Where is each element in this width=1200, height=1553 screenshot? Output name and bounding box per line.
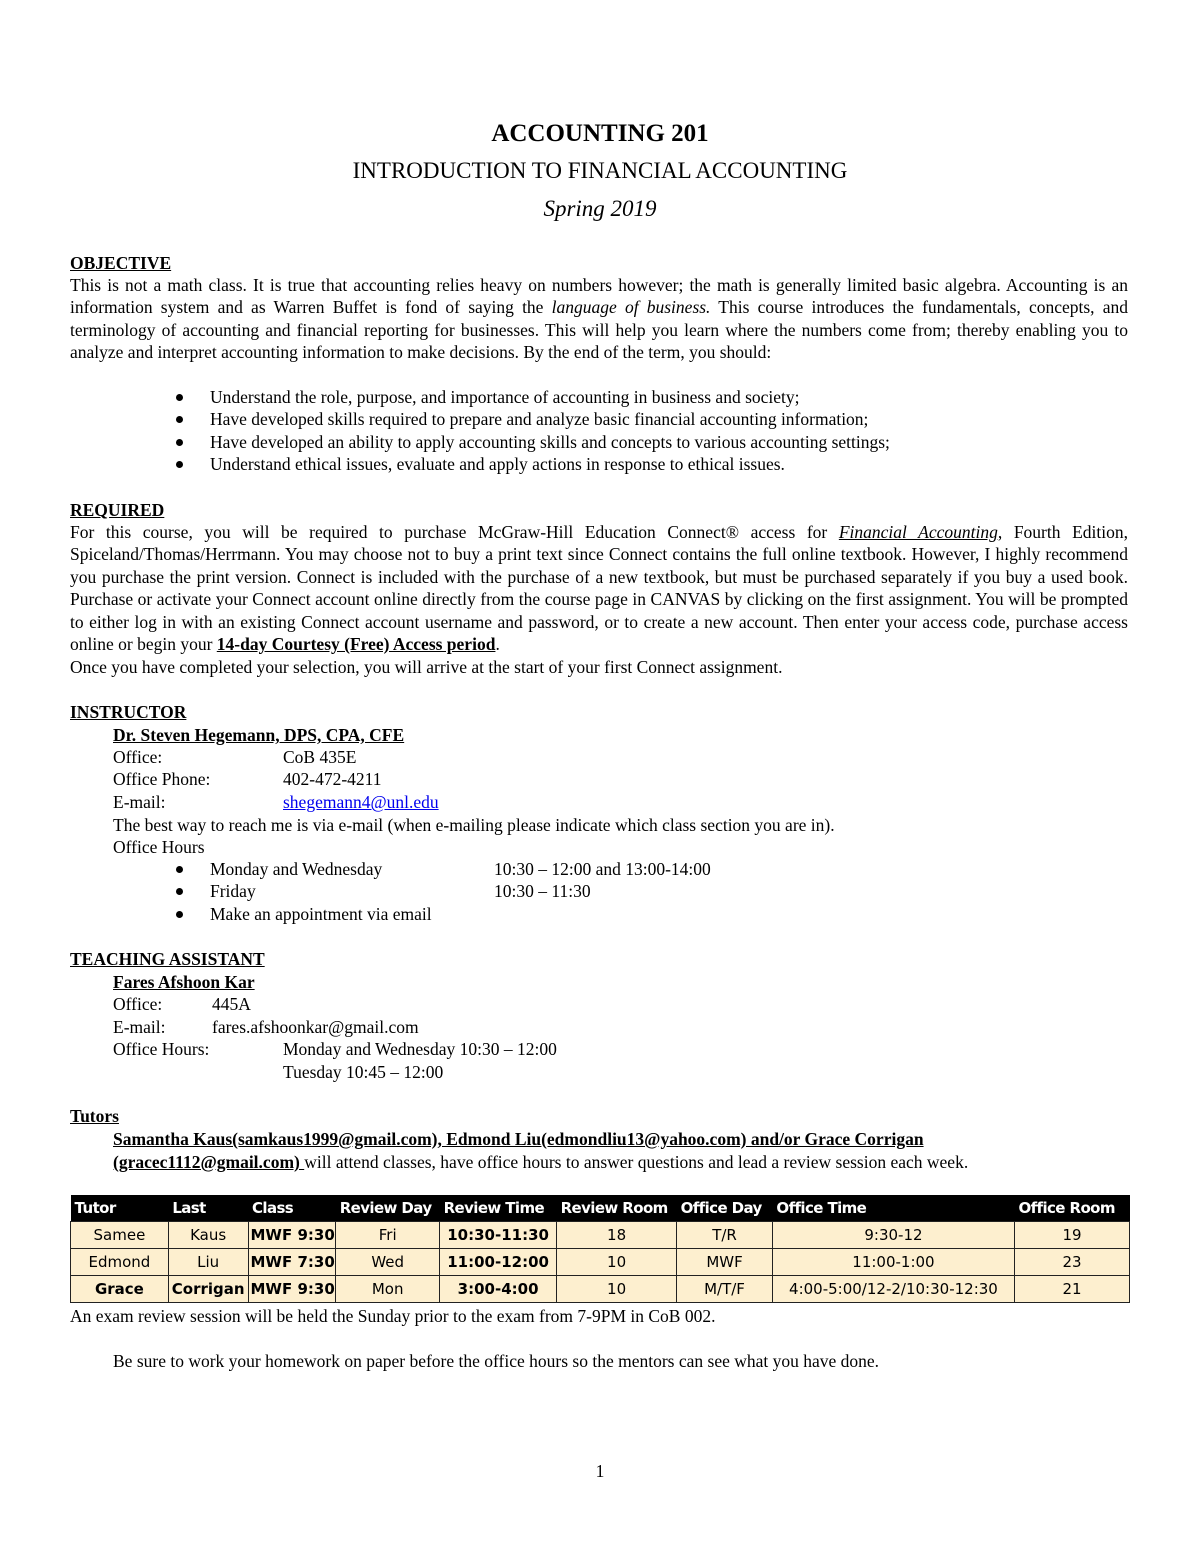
- col-header: Office Day: [677, 1195, 773, 1222]
- cell-office-time: 4:00-5:00/12-2/10:30-12:30: [772, 1276, 1014, 1303]
- course-code: ACCOUNTING 201: [491, 120, 709, 147]
- office-value: CoB 435E: [283, 747, 357, 767]
- objective-emphasis: language of business.: [551, 297, 711, 318]
- required-text-1: For this course, you will be required to purchase McGraw-Hill Education Connect® access for: [70, 522, 839, 542]
- courtesy-access-period: 14-day Courtesy (Free) Access period: [216, 634, 496, 655]
- cell-office-day: MWF: [677, 1249, 773, 1276]
- exam-review-note: An exam review session will be held the Sunday prior to the exam from 7-9PM in CoB 002.: [70, 1306, 716, 1326]
- cell-review-time: 11:00-12:00: [440, 1249, 557, 1276]
- hours-time: 10:30 – 11:30: [494, 881, 591, 902]
- list-item: Understand the role, purpose, and importance of accounting in business and society;: [170, 386, 890, 408]
- phone-value: 402-472-4211: [283, 769, 382, 789]
- objective-text-1: This is not a math class. It is true that accounting relies heavy on numbers however; the math is generally limited basic algebra. Accounting is an information system and as Warren Buffet is fond of saying the: [70, 275, 1128, 318]
- cell-office-day: T/R: [677, 1222, 773, 1249]
- office-label: Office:: [113, 747, 163, 767]
- cell-review-time: 3:00-4:00: [440, 1276, 557, 1303]
- list-item: Have developed skills required to prepare and analyze basic financial accounting information;: [170, 408, 890, 430]
- cell-office-time: 9:30-12: [772, 1222, 1014, 1249]
- required-text-2: , Fourth Edition, Spiceland/Thomas/Herrmann. You may choose not to buy a print text since Connect contains the full online textbook. However, I highly recommend you purchase the print version. Connect is included with the purchase of a new textbook, but must be purchased separately if you buy a used book. Purchase or activate your Connect account online directly from the course page in CANVAS by clicking on the first assignment. You will be prompted to either log in with an existing Connect account username and password, or to create a new account. Then enter your access code, purchase access online or begin your: [70, 522, 1128, 655]
- table-row: [71, 1276, 1130, 1303]
- ta-name: Fares Afshoon Kar: [113, 972, 255, 992]
- instructor-name: Dr. Steven Hegemann, DPS, CPA, CFE: [113, 725, 405, 745]
- hours-day: Friday: [210, 881, 256, 902]
- hours-day: Monday and Wednesday: [210, 859, 383, 879]
- col-header: Office Time: [772, 1195, 1014, 1222]
- cell-tutor: Edmond: [71, 1249, 169, 1276]
- cell-office-room: 19: [1014, 1222, 1129, 1249]
- col-header: Class: [248, 1195, 336, 1222]
- list-item: [170, 880, 591, 902]
- objective-list: [170, 386, 890, 476]
- cell-review-room: 10: [557, 1276, 677, 1303]
- required-text-3: .: [495, 634, 500, 655]
- cell-office-time: 11:00-1:00: [772, 1249, 1014, 1276]
- cell-office-room: 23: [1014, 1249, 1129, 1276]
- ta-email: fares.afshoonkar@gmail.com: [212, 1017, 419, 1037]
- cell-review-room: 10: [557, 1249, 677, 1276]
- email-label: E-mail:: [113, 792, 166, 812]
- cell-last: Corrigan: [168, 1276, 248, 1303]
- instructor-email-link[interactable]: shegemann4@unl.edu: [283, 792, 439, 812]
- list-item: [170, 903, 432, 925]
- cell-tutor: Grace: [71, 1276, 169, 1303]
- cell-office-room: 21: [1014, 1276, 1129, 1303]
- office-label: Office:: [113, 994, 163, 1014]
- table-row: [71, 1222, 1130, 1249]
- list-item: [170, 858, 711, 880]
- phone-label: Office Phone:: [113, 769, 211, 789]
- tutors-duties: will attend classes, have office hours to answer questions and lead a review session each week.: [304, 1152, 969, 1172]
- textbook-title: Financial Accounting: [838, 522, 998, 542]
- course-term: Spring 2019: [543, 196, 657, 221]
- cell-class: MWF 7:30: [248, 1249, 336, 1276]
- col-header: Review Room: [557, 1195, 677, 1222]
- cell-review-day: Wed: [336, 1249, 440, 1276]
- cell-class: MWF 9:30: [248, 1276, 336, 1303]
- hours-value: Monday and Wednesday 10:30 – 12:00: [283, 1039, 557, 1059]
- tutor-email: (gracec1112@gmail.com): [113, 1152, 305, 1172]
- cell-review-time: 10:30-11:30: [440, 1222, 557, 1249]
- cell-tutor: Samee: [71, 1222, 169, 1249]
- required-paragraph: [70, 521, 1128, 655]
- cell-review-day: Fri: [336, 1222, 440, 1249]
- cell-last: Kaus: [168, 1222, 248, 1249]
- tutors-description: [113, 1151, 968, 1173]
- list-item: Understand ethical issues, evaluate and apply actions in response to ethical issues.: [170, 453, 890, 475]
- col-header: Last: [168, 1195, 248, 1222]
- office-hours-label: Office Hours: [113, 837, 205, 857]
- col-header: Office Room: [1014, 1195, 1129, 1222]
- hours-label: Office Hours:: [113, 1039, 210, 1059]
- cell-office-day: M/T/F: [677, 1276, 773, 1303]
- instructor-contact-note: The best way to reach me is via e-mail (when e-mailing please indicate which class section you are in).: [113, 815, 835, 835]
- instructor-heading: INSTRUCTOR: [70, 702, 187, 722]
- cell-class: MWF 9:30: [248, 1222, 336, 1249]
- course-title: INTRODUCTION TO FINANCIAL ACCOUNTING: [352, 158, 848, 183]
- tutor-schedule-table: [70, 1195, 1130, 1303]
- table-header-row: [71, 1195, 1130, 1222]
- ta-heading: TEACHING ASSISTANT: [70, 949, 265, 969]
- email-label: E-mail:: [113, 1017, 166, 1037]
- objective-heading: OBJECTIVE: [70, 253, 172, 273]
- cell-last: Liu: [168, 1249, 248, 1276]
- required-heading: REQUIRED: [70, 500, 165, 520]
- objective-paragraph: [70, 274, 1128, 364]
- tutors-names-line: Samantha Kaus(samkaus1999@gmail.com), Edmond Liu(edmondliu13@yahoo.com) and/or Grace Corrigan: [113, 1129, 924, 1149]
- col-header: Review Time: [440, 1195, 557, 1222]
- tutors-heading: Tutors: [70, 1106, 119, 1126]
- table-row: [71, 1249, 1130, 1276]
- col-header: Review Day: [336, 1195, 440, 1222]
- required-closing: Once you have completed your selection, you will arrive at the start of your first Connect assignment.: [70, 657, 783, 677]
- cell-review-room: 18: [557, 1222, 677, 1249]
- office-hours-list: [170, 858, 711, 925]
- hours-day: Make an appointment via email: [210, 903, 432, 924]
- list-item: Have developed an ability to apply accounting skills and concepts to various accounting settings;: [170, 431, 890, 453]
- col-header: Tutor: [71, 1195, 169, 1222]
- office-value: 445A: [212, 994, 251, 1014]
- hours-time: 10:30 – 12:00 and 13:00-14:00: [494, 859, 711, 879]
- page-number: 1: [595, 1461, 605, 1481]
- cell-review-day: Mon: [336, 1276, 440, 1303]
- objective-text-2: This course introduces the fundamentals, concepts, and terminology of accounting and financial reporting for businesses. This will help you learn where the numbers come from; thereby enabling you to analyze and interpret accounting information to make decisions. By the end of the term, you should:: [70, 297, 1128, 363]
- homework-note: Be sure to work your homework on paper before the office hours so the mentors can see what you have done.: [113, 1351, 880, 1371]
- ta-hours-row-2: Tuesday 10:45 – 12:00: [283, 1062, 444, 1082]
